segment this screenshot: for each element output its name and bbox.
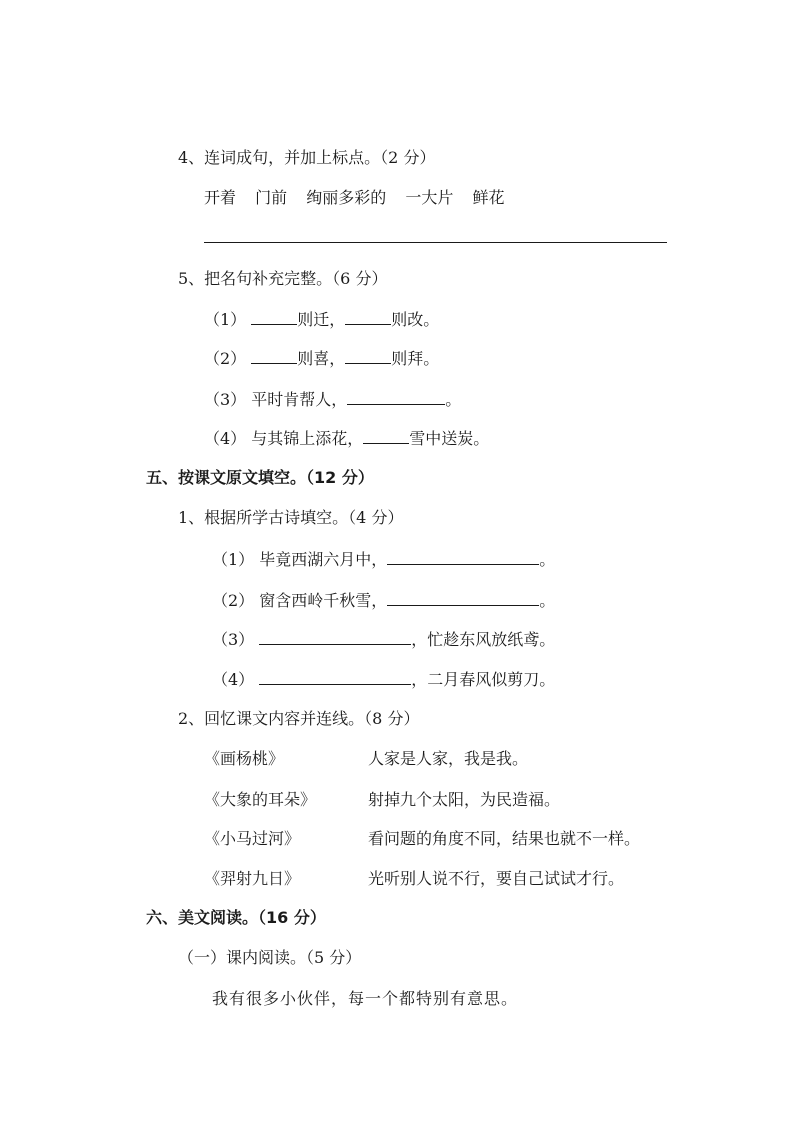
poem-item-number: （2） — [212, 591, 255, 610]
q5-text: 平时肯帮人， — [251, 390, 348, 409]
q5-text: 则迁， — [297, 310, 346, 329]
q5-text: 与其锦上添花， — [251, 429, 364, 448]
fill-blank[interactable] — [251, 308, 297, 325]
section-5-heading: 五、按课文原文填空。（12 分） — [146, 468, 374, 487]
q4-answer-line[interactable] — [204, 242, 667, 243]
poem-text: 。 — [539, 591, 556, 610]
reading-paragraph: 我有很多小伙伴，每一个都特别有意思。 — [212, 989, 519, 1008]
sec5-sub1-title: 1、根据所学古诗填空。（4 分） — [178, 508, 404, 527]
sec6-sub1-title: （一）课内阅读。（5 分） — [178, 948, 362, 967]
poem-text: 毕竟西湖六月中， — [259, 550, 388, 569]
q4-word: 一大片 — [405, 188, 454, 207]
poem-text: 。 — [539, 550, 556, 569]
poem-item-2 — [212, 589, 555, 612]
q4-word: 鲜花 — [472, 188, 505, 207]
q4-word: 开着 — [204, 188, 237, 207]
section-6-heading: 六、美文阅读。（16 分） — [146, 908, 326, 927]
fill-blank[interactable] — [259, 668, 411, 685]
poem-text: ，忙趁东风放纸鸢。 — [411, 630, 556, 649]
q4-word: 门前 — [255, 188, 288, 207]
q5-item-1 — [204, 308, 439, 331]
fill-blank[interactable] — [251, 347, 297, 364]
poem-item-number: （3） — [212, 630, 255, 649]
poem-item-3 — [212, 628, 555, 651]
match-left-item[interactable]: 《画杨桃》 — [204, 749, 285, 768]
match-left-item[interactable]: 《小马过河》 — [204, 829, 301, 848]
sec5-sub2-title: 2、回忆课文内容并连线。（8 分） — [178, 709, 420, 728]
match-right-item[interactable]: 看问题的角度不同，结果也就不一样。 — [368, 829, 641, 848]
q4-title: 4、连词成句，并加上标点。（2 分） — [178, 148, 436, 167]
q5-item-4 — [204, 427, 489, 450]
q5-item-number: （2） — [204, 349, 247, 368]
q5-text: 则改。 — [391, 310, 440, 329]
poem-item-number: （1） — [212, 550, 255, 569]
poem-text: ，二月春风似剪刀。 — [411, 670, 556, 689]
q5-item-number: （3） — [204, 390, 247, 409]
q5-item-3 — [204, 388, 461, 411]
q5-item-number: （1） — [204, 310, 247, 329]
fill-blank[interactable] — [259, 628, 411, 645]
fill-blank[interactable] — [345, 347, 391, 364]
match-right-item[interactable]: 射掉九个太阳，为民造福。 — [368, 790, 561, 809]
q5-item-number: （4） — [204, 429, 247, 448]
q5-text: 。 — [445, 390, 462, 409]
q4-word-list — [204, 187, 504, 209]
q4-word: 绚丽多彩的 — [306, 188, 387, 207]
poem-item-number: （4） — [212, 670, 255, 689]
match-right-item[interactable]: 光听别人说不行，要自己试试才行。 — [368, 869, 625, 888]
q5-text: 则喜， — [297, 349, 346, 368]
fill-blank[interactable] — [345, 308, 391, 325]
q5-text: 则拜。 — [391, 349, 440, 368]
fill-blank[interactable] — [387, 589, 539, 606]
fill-blank[interactable] — [387, 548, 539, 565]
match-right-item[interactable]: 人家是人家，我是我。 — [368, 749, 529, 768]
poem-text: 窗含西岭千秋雪， — [259, 591, 388, 610]
q5-item-2 — [204, 347, 439, 370]
poem-item-1 — [212, 548, 555, 571]
q5-text: 雪中送炭。 — [409, 429, 490, 448]
q5-title: 5、把名句补充完整。（6 分） — [178, 269, 388, 288]
match-left-item[interactable]: 《羿射九日》 — [204, 869, 301, 888]
fill-blank[interactable] — [347, 388, 445, 405]
poem-item-4 — [212, 668, 555, 691]
match-left-item[interactable]: 《大象的耳朵》 — [204, 790, 317, 809]
fill-blank[interactable] — [363, 427, 409, 444]
